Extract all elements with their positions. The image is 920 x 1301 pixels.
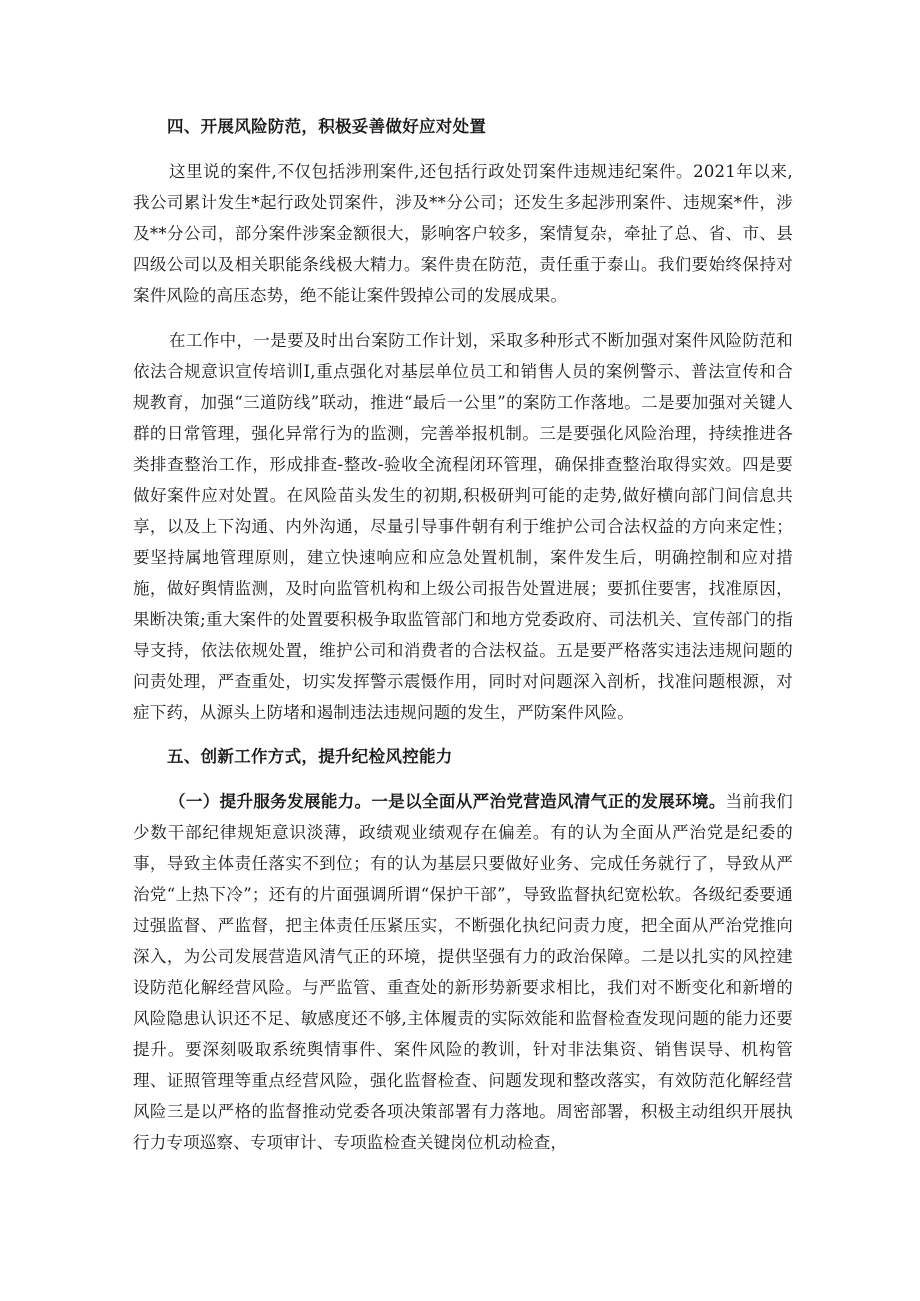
document-page [133,112,793,1172]
section-4-heading: 四、开展风险防范，积极妥善做好应对处置 [167,117,487,136]
section-5-paragraph-1 [133,786,793,1158]
section-5-heading: 五、创新工作方式，提升纪检风控能力 [167,747,453,766]
section-4-paragraph-2: 在工作中，一是要及时出台案防工作计划，采取多种形式不断加强对案件风险防范和依法合规意识宣传培训I,重点强化对基层单位员工和销售人员的案例警示、普法宣传和合规教育，加强“三道防线”联动，推进“最后一公里”的案防工作落地。二是要加强对关键人群的日常管理，强化异常行为的监测，完善举报机制。三是要强化风险治理，持续推进各类排查整治工作，形成排查-整改-验收全流程闭环管理，确保排查整治取得实效。四是要做好案件应对处置。在风险苗头发生的初期,积极研判可能的走势,做好横向部门间信息共享，以及上下沟通、内外沟通，尽量引导事件朝有利于维护公司合法权益的方向来定性；要坚持属地管理原则，建立快速响应和应急处置机制，案件发生后，明确控制和应对措施，做好舆情监测，及时向监管机构和上级公司报告处置进展；要抓住要害，找准原因，果断决策;重大案件的处置要积极争取监管部门和地方党委政府、司法机关、宣传部门的指导支持，依法依规处置，维护公司和消费者的合法权益。五是要严格落实违法违规问题的问责处理，严查重处，切实发挥警示震慑作用，同时对问题深入剖析，找准问题根源，对症下药，从源头上防堵和遏制违法违规问题的发生，严防案件风险。 [133,331,793,722]
section-5-subheading-lead: （一）提升服务发展能力。一是以全面从严治党营造风清气正的发展环境。 [169,792,726,811]
section-4-paragraph-1: 这里说的案件,不仅包括涉刑案件,还包括行政处罚案件违规违纪案件。2021年以来,我公司累计发生*起行政处罚案件，涉及**分公司；还发生多起涉刑案件、违规案*件，涉及**分公司，部分案件涉案金额很大，影响客户较多，案情复杂，牵扯了总、省、市、县四级公司以及相关职能条线极大精力。案件贵在防范，责任重于泰山。我们要始终保持对案件风险的高压态势，绝不能让案件毁掉公司的发展成果。 [133,162,793,305]
section-5-paragraph-1-body: 当前我们少数干部纪律规矩意识淡薄，政绩观业绩观存在偏差。有的认为全面从严治党是纪委的事，导致主体责任落实不到位；有的认为基层只要做好业务、完成任务就行了，导致从严治党“上热下冷”；还有的片面强调所谓“保护干部”，导致监督执纪宽松软。各级纪委要通过强监督、严监督，把主体责任压紧压实，不断强化执纪问责力度，把全面从严治党推向深入，为公司发展营造风清气正的环境，提供坚强有力的政治保障。二是以扎实的风控建设防范化解经营风险。与严监管、重查处的新形势新要求相比，我们对不断变化和新增的风险隐患认识还不足、敏感度还不够,主体履责的实际效能和监督检查发现问题的能力还要提升。要深刻吸取系统舆情事件、案件风险的教训，针对非法集资、销售误导、机构管理、证照管理等重点经营风险，强化监督检查、问题发现和整改落实，有效防范化解经营风险三是以严格的监督推动党委各项决策部署有力落地。周密部署，积极主动组织开展执行力专项巡察、专项审计、专项监检查关键岗位机动检查， [133,792,793,1152]
